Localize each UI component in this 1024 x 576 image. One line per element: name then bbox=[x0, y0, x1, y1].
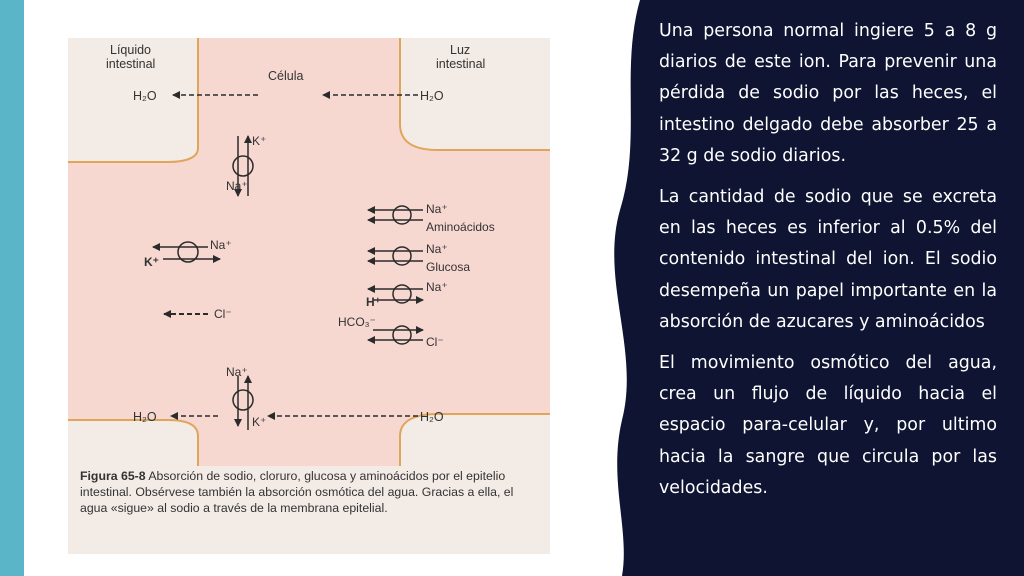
cotransport-glucose: Glucosa bbox=[426, 260, 471, 274]
label-lumen-2: intestinal bbox=[436, 57, 486, 71]
cell-membrane-lower-left bbox=[68, 420, 198, 466]
figure-caption-text: Absorción de sodio, cloruro, glucosa y aminoácidos por el epitelio intestinal. Obsérvese también la absorción osmótica del agua. Gracias a ella, el agua «sigue» al sodio a través de la membrana epitelial. bbox=[80, 469, 514, 515]
paragraph-3: El movimiento osmótico del agua, crea un flujo de líquido hacia el espacio para-celular y, por ultimo hacia la sangre que circula por las velocidades. bbox=[659, 353, 997, 498]
bottom-h2o-right: H₂O bbox=[420, 410, 444, 424]
basolateral-k: K⁺ bbox=[144, 255, 159, 269]
exchanger-cl: Cl⁻ bbox=[426, 335, 444, 349]
exchanger-hco3: HCO₃⁻ bbox=[338, 315, 376, 329]
label-lumen-1: Luz bbox=[450, 43, 471, 57]
exchanger-h: H⁺ bbox=[366, 295, 381, 309]
label-liquid-2: intestinal bbox=[106, 57, 156, 71]
cotransport-na-2: Na⁺ bbox=[426, 242, 448, 256]
chloride-label: Cl⁻ bbox=[214, 307, 232, 321]
accent-band bbox=[0, 0, 24, 576]
pump-bottom-k: K⁺ bbox=[252, 415, 267, 429]
exchanger-na: Na⁺ bbox=[426, 280, 448, 294]
figure-caption bbox=[80, 468, 540, 516]
cotransport-aminoacids: Aminoácidos bbox=[426, 220, 495, 234]
figure-caption-label: Figura 65-8 bbox=[80, 469, 146, 483]
top-h2o-right: H₂O bbox=[420, 89, 444, 103]
cotransport-na-1: Na⁺ bbox=[426, 202, 448, 216]
pump-bottom-na: Na⁺ bbox=[226, 365, 248, 379]
paragraph-1: Una persona normal ingiere 5 a 8 g diarios de este ion. Para prevenir una pérdida de sodio por las heces, el intestino delgado debe absorber 25 a 32 g de sodio diarios. bbox=[659, 21, 997, 166]
label-cell: Célula bbox=[268, 69, 304, 83]
pump-top-k: K⁺ bbox=[252, 134, 267, 148]
basolateral-na: Na⁺ bbox=[210, 238, 232, 252]
label-liquid-1: Líquido bbox=[110, 43, 152, 57]
bottom-h2o-left: H₂O bbox=[133, 410, 157, 424]
text-panel bbox=[600, 0, 1024, 576]
paragraph-2: La cantidad de sodio que se excreta en las heces es inferior al 0.5% del contenido intestinal del ion. El sodio desempeña un papel importante en la absorción de azucares y aminoácidos bbox=[659, 187, 997, 332]
text-block bbox=[659, 16, 997, 514]
figure bbox=[68, 38, 550, 554]
top-h2o-left: H₂O bbox=[133, 89, 157, 103]
pump-top-na: Na⁺ bbox=[226, 179, 248, 193]
